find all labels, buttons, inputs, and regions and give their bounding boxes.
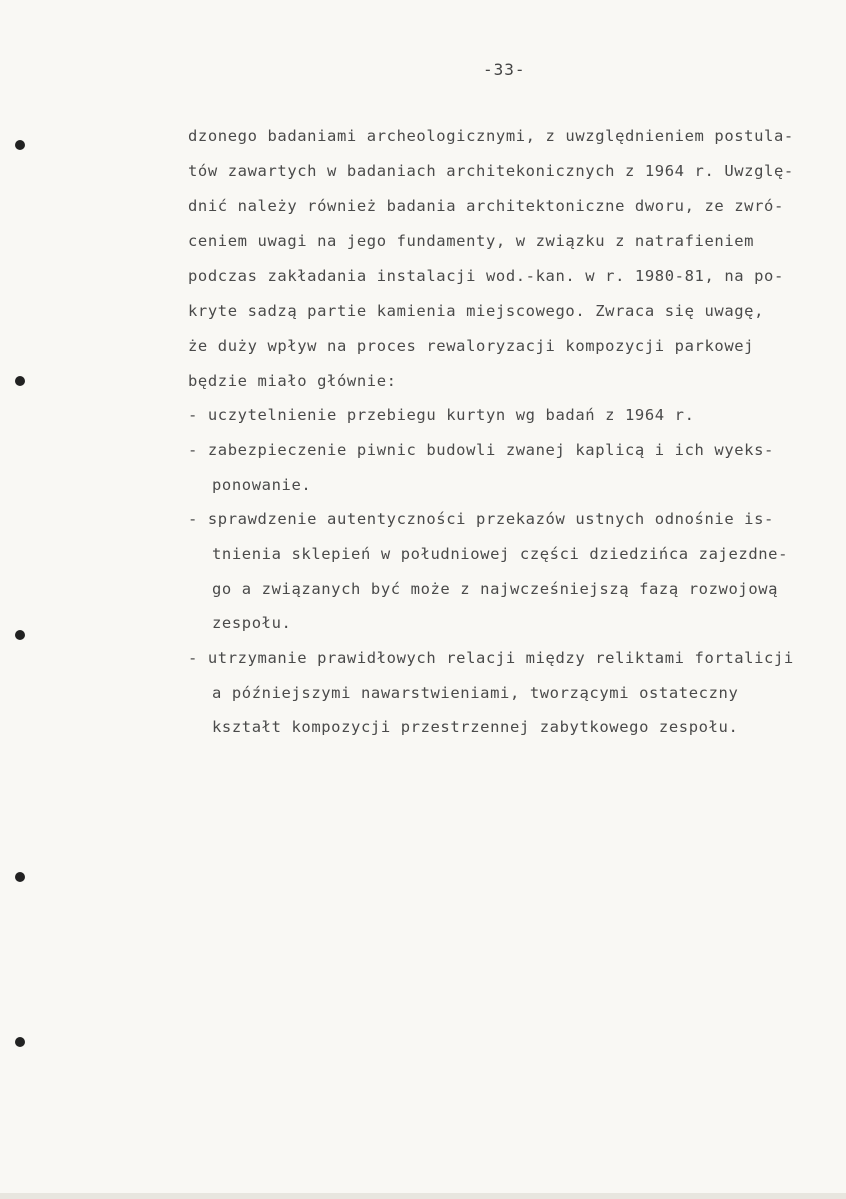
list-item-line: kształt kompozycji przestrzennej zabytkowego zespołu.: [212, 718, 739, 736]
list-item-line: - sprawdzenie autentyczności przekazów ustnych odnośnie is-: [188, 510, 774, 528]
text-line: ceniem uwagi na jego fundamenty, w związku z natrafieniem: [188, 232, 755, 250]
punch-hole-4: [15, 872, 25, 882]
page-bottom-edge: [0, 1193, 846, 1199]
text-line: podczas zakładania instalacji wod.-kan. w r. 1980-81, na po-: [188, 267, 784, 285]
list-item-line: - uczytelnienie przebiegu kurtyn wg badań z 1964 r.: [188, 406, 695, 424]
punch-hole-1: [15, 140, 25, 150]
list-item-line: tnienia sklepień w południowej części dziedzińca zajezdne-: [212, 545, 789, 563]
list-item-line: - utrzymanie prawidłowych relacji między reliktami fortalicji: [188, 649, 794, 667]
punch-hole-2: [15, 376, 25, 386]
list-item-line: go a związanych być może z najwcześniejszą fazą rozwojową: [212, 580, 779, 598]
text-line: że duży wpływ na proces rewaloryzacji kompozycji parkowej: [188, 337, 755, 355]
text-line: kryte sadzą partie kamienia miejscowego. Zwraca się uwagę,: [188, 302, 765, 320]
text-line: tów zawartych w badaniach architekonicznych z 1964 r. Uwzglę-: [188, 162, 794, 180]
text-line: dzonego badaniami archeologicznymi, z uwzględnieniem postula-: [188, 127, 794, 145]
text-line: będzie miało głównie:: [188, 372, 397, 390]
list-item-line: a późniejszymi nawarstwieniami, tworzącymi ostateczny: [212, 684, 739, 702]
list-item-line: ponowanie.: [212, 476, 312, 494]
punch-hole-3: [15, 630, 25, 640]
list-item-line: zespołu.: [212, 614, 292, 632]
list-item-line: - zabezpieczenie piwnic budowli zwanej kaplicą i ich wyeks-: [188, 441, 774, 459]
text-line: dnić należy również badania architektoniczne dworu, ze zwró-: [188, 197, 784, 215]
page-number: -33-: [483, 60, 526, 79]
punch-hole-5: [15, 1037, 25, 1047]
